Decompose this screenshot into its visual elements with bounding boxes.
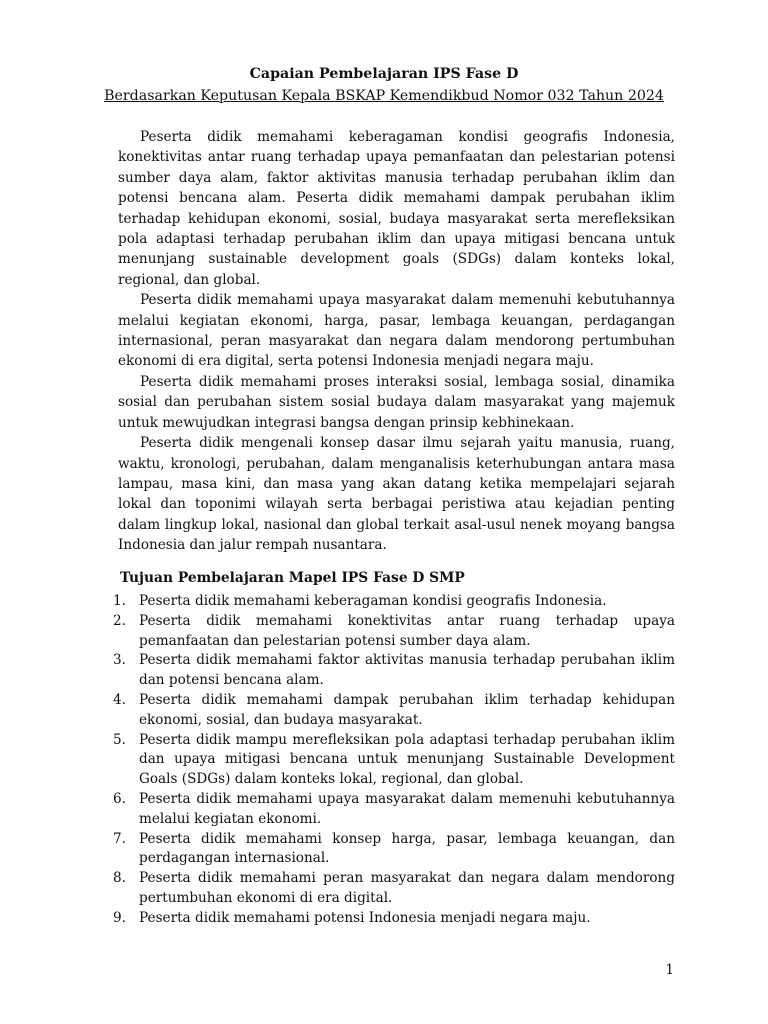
- page-title: Capaian Pembelajaran IPS Fase D: [249, 66, 519, 82]
- paragraph: Peserta didik memahami upaya masyarakat dalam memenuhi kebutuhannya melalui kegiatan ekonomi, harga, pasar, lembaga keuangan, perdagangan internasional, peran masyarakat dan negara dalam mendorong pertumbuhan ekonomi di era digital, serta potensi Indonesia menjadi negara maju.: [118, 292, 675, 370]
- body-text: [118, 127, 675, 556]
- list-item: [100, 691, 675, 731]
- list-number: 2.: [113, 612, 126, 629]
- list-item-text: Peserta didik memahami peran masyarakat dan negara dalam mendorong pertumbuhan ekonomi di era digital.: [139, 870, 675, 906]
- list-item-text: Peserta didik memahami potensi Indonesia menjadi negara maju.: [139, 909, 591, 926]
- list-number: 8.: [113, 870, 126, 887]
- list-number: 6.: [113, 790, 126, 807]
- list-item: [100, 869, 675, 909]
- list-item: [100, 731, 675, 790]
- list-item-text: Peserta didik memahami upaya masyarakat dalam memenuhi kebutuhannya melalui kegiatan ekonomi.: [139, 790, 675, 827]
- list-number: 1.: [113, 593, 126, 609]
- paragraph: Peserta didik memahami keberagaman kondisi geografis Indonesia, konektivitas antar ruang terhadap upaya pemanfaatan dan pelestarian potensi sumber daya alam, faktor aktivitas manusia terhadap perubahan iklim dan potensi bencana alam. Peserta didik memahami dampak perubahan iklim terhadap kehidupan ekonomi, sosial, budaya masyarakat serta merefleksikan pola adaptasi terhadap perubahan iklim dan upaya mitigasi bencana untuk menunjang sustainable development goals (SDGs) dalam konteks lokal, regional, dan global.: [118, 129, 675, 288]
- paragraph: Peserta didik memahami proses interaksi sosial, lembaga sosial, dinamika sosial dan perubahan sistem sosial budaya dalam masyarakat yang majemuk untuk mewujudkan integrasi bangsa dengan prinsip kebhinekaan.: [118, 373, 675, 431]
- list-item-text: Peserta didik mampu merefleksikan pola adaptasi terhadap perubahan iklim dan upaya mitigasi bencana untuk menunjang Sustainable Development Goals (SDGs) dalam konteks lokal, regional, dan global.: [139, 731, 675, 788]
- list-item-text: Peserta didik memahami konsep harga, pasar, lembaga keuangan, dan perdagangan internasional.: [139, 830, 675, 867]
- list-number: 5.: [113, 731, 126, 748]
- goals-list: [100, 592, 675, 929]
- list-number: 4.: [113, 691, 126, 708]
- list-item: [100, 909, 675, 929]
- page-number: 1: [665, 962, 674, 978]
- list-item-text: Peserta didik memahami dampak perubahan iklim terhadap kehidupan ekonomi, sosial, dan budaya masyarakat.: [139, 691, 675, 728]
- list-item-text: Peserta didik memahami faktor aktivitas manusia terhadap perubahan iklim dan potensi bencana alam.: [139, 652, 675, 689]
- list-item-text: Peserta didik memahami keberagaman kondisi geografis Indonesia.: [139, 593, 607, 609]
- list-number: 3.: [113, 652, 126, 669]
- list-item: [100, 790, 675, 830]
- list-number: 9.: [113, 909, 126, 926]
- list-item: [100, 830, 675, 870]
- page-subtitle: Berdasarkan Keputusan Kepala BSKAP Kemendikbud Nomor 032 Tahun 2024: [104, 88, 664, 104]
- list-item: [100, 651, 675, 691]
- paragraph: Peserta didik mengenali konsep dasar ilmu sejarah yaitu manusia, ruang, waktu, kronologi, perubahan, dalam menganalisis keterhubungan antara masa lampau, masa kini, dan masa yang akan datang ketika mempelajari sejarah lokal dan toponimi wilayah serta berbagai peristiwa atau kejadian penting dalam lingkup lokal, nasional dan global terkait asal-usul nenek moyang bangsa Indonesia dan jalur rempah nusantara.: [118, 435, 675, 554]
- list-item: [100, 612, 675, 652]
- list-item-text: Peserta didik memahami konektivitas antar ruang terhadap upaya pemanfaatan dan pelestarian potensi sumber daya alam.: [139, 612, 675, 649]
- list-number: 7.: [113, 830, 126, 847]
- list-item: [100, 592, 675, 612]
- section-heading: Tujuan Pembelajaran Mapel IPS Fase D SMP: [120, 570, 465, 586]
